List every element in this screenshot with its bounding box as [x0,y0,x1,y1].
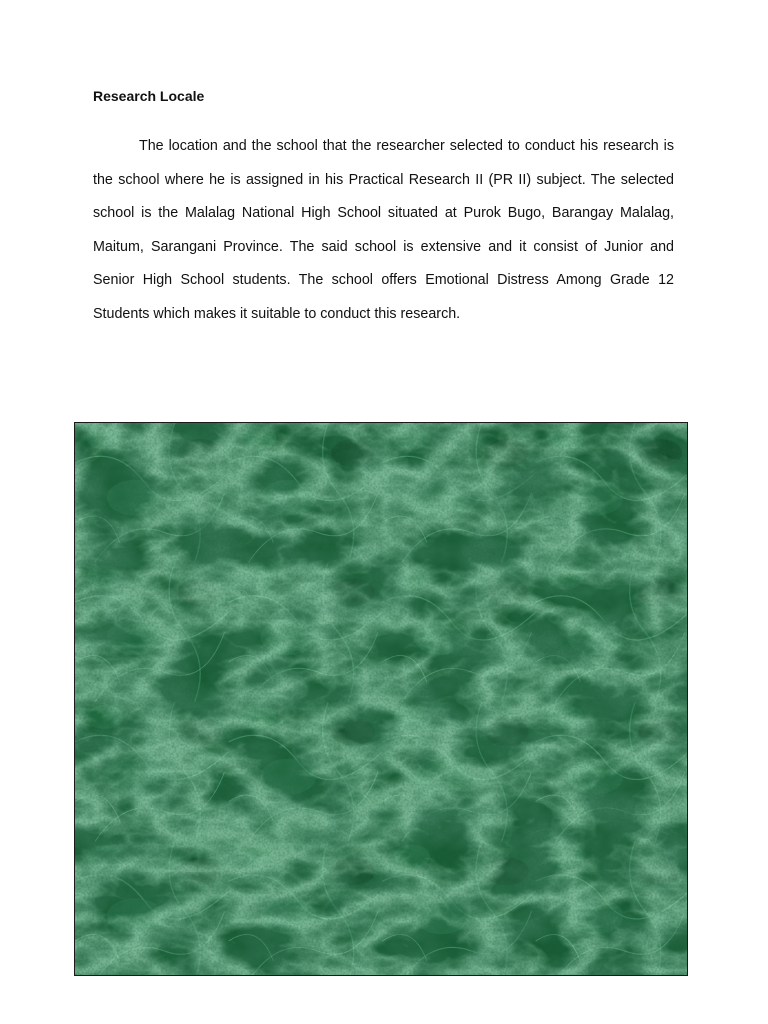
body-paragraph: The location and the school that the researcher selected to conduct his research is the school where he is assigned in his Practical Research II (PR II) subject. The selected school is the Malalag National High School situated at Purok Bugo, Barangay Malalag, Maitum, Sarangani Province. The said school is extensive and it consist of Junior and Senior High School students. The school offers Emotional Distress Among Grade 12 Students which makes it suitable to conduct this research. [93,138,674,322]
section-heading: Research Locale [93,88,205,104]
marble-texture [75,423,687,975]
green-marble-image [74,422,688,976]
